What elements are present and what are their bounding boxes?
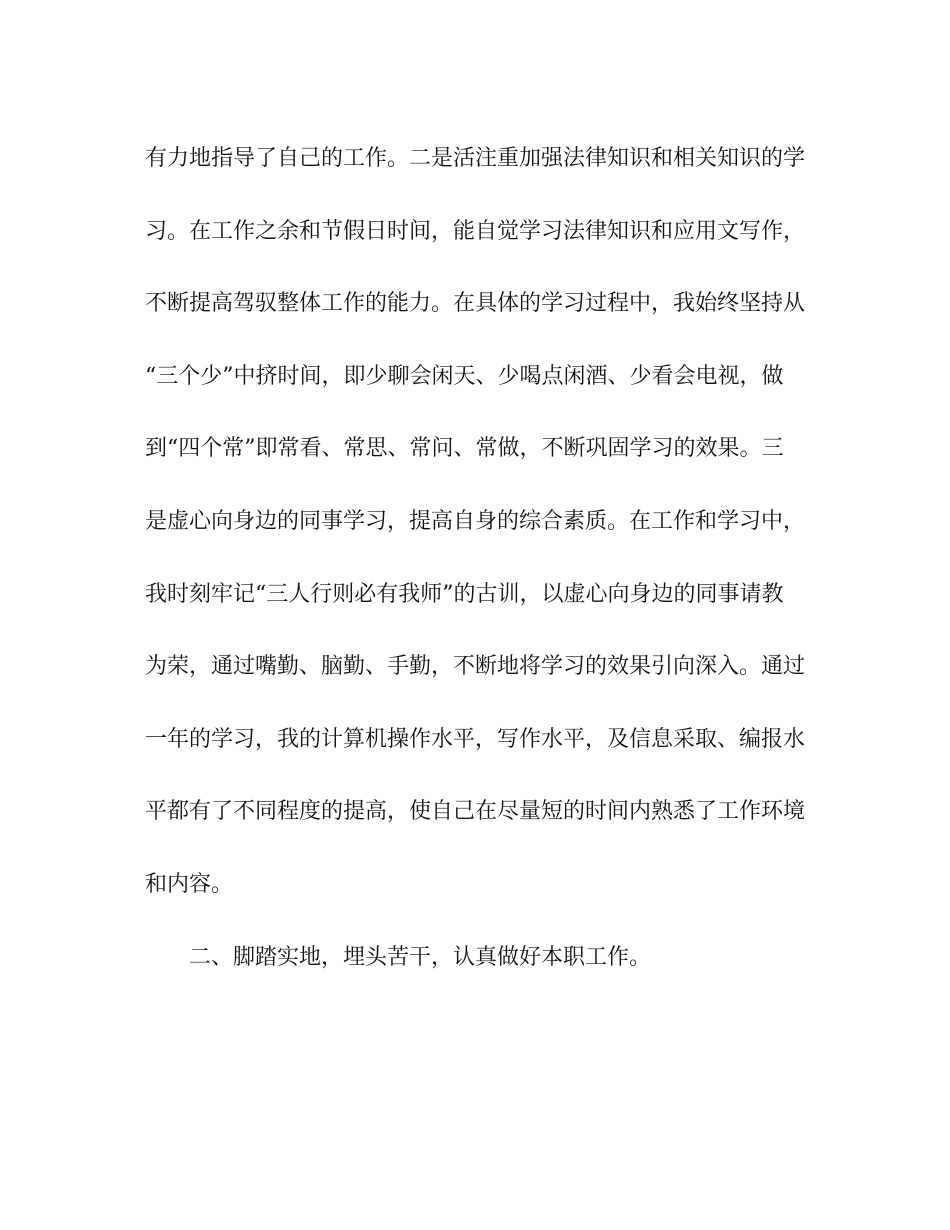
text-line: 到“四个常”即常看、常思、常问、常做，不断巩固学习的效果。三 [145, 436, 784, 462]
text-line: 和内容。 [145, 871, 234, 897]
text-line: 我时刻牢记“三人行则必有我师”的古训，以虚心向身边的同事请教 [145, 581, 784, 607]
text-line: 平都有了不同程度的提高，使自己在尽量短的时间内熟悉了工作环境 [145, 799, 806, 825]
text-line: 是虚心向身边的同事学习，提高自身的综合素质。在工作和学习中， [145, 508, 806, 534]
text-line: 习。在工作之余和节假日时间，能自觉学习法律知识和应用文写作， [145, 218, 806, 244]
text-line: 为荣，通过嘴勤、脑勤、手勤，不断地将学习的效果引向深入。通过 [145, 654, 806, 680]
text-line: 有力地指导了自己的工作。二是活注重加强法律知识和相关知识的学 [145, 146, 806, 171]
text-line: 不断提高驾驭整体工作的能力。在具体的学习过程中，我始终坚持从 [145, 291, 806, 317]
section-heading: 二、脚踏实地，埋头苦干，认真做好本职工作。 [189, 944, 652, 970]
text-line: “三个少”中挤时间，即少聊会闲天、少喝点闲酒、少看会电视，做 [145, 363, 784, 389]
body-text [145, 137, 805, 1008]
text-line: 一年的学习，我的计算机操作水平，写作水平，及信息采取、编报水 [145, 726, 806, 752]
